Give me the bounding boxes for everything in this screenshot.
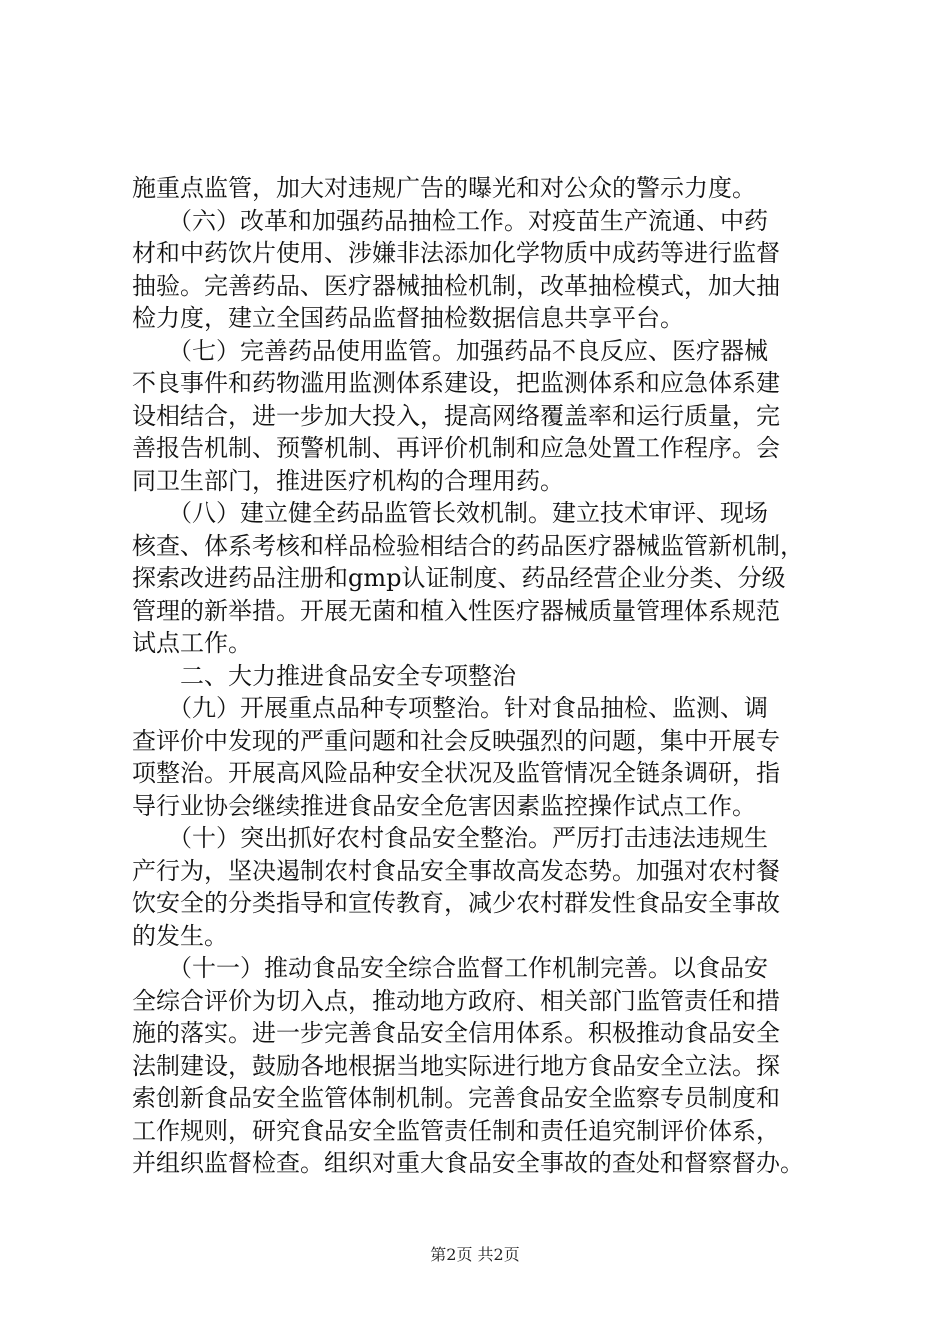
text-line: （九）开展重点品种专项整治。针对食品抽检、监测、调 xyxy=(132,694,768,722)
text-line: （十一）推动食品安全综合监督工作机制完善。以食品安 xyxy=(132,954,768,982)
text-line: 施重点监管，加大对违规广告的曝光和对公众的警示力度。 xyxy=(132,174,756,202)
text-line: （六）改革和加强药品抽检工作。对疫苗生产流通、中药 xyxy=(132,206,768,235)
text-line: 善报告机制、预警机制、再评价机制和应急处置工作程序。会 xyxy=(132,434,780,462)
text-line: 法制建设，鼓励各地根据当地实际进行地方食品安全立法。探 xyxy=(132,1051,780,1080)
document-body xyxy=(132,172,832,1180)
text-line: （八）建立健全药品监管长效机制。建立技术审评、现场 xyxy=(132,499,768,527)
text-line: 试点工作。 xyxy=(132,629,252,657)
text-line: 导行业协会继续推进食品安全危害因素监控操作试点工作。 xyxy=(132,791,756,820)
text-line: 材和中药饮片使用、涉嫌非法添加化学物质中成药等进行监督 xyxy=(132,239,780,267)
text-line: 全综合评价为切入点，推动地方政府、相关部门监管责任和措 xyxy=(132,986,780,1015)
text-line: 施的落实。进一步完善食品安全信用体系。积极推动食品安全 xyxy=(132,1019,780,1047)
text-line: 核查、体系考核和样品检验相结合的药品医疗器械监管新机制， xyxy=(132,531,804,560)
section-heading: 二、大力推进食品安全专项整治 xyxy=(132,661,516,690)
text-line: 管理的新举措。开展无菌和植入性医疗器械质量管理体系规范 xyxy=(132,596,780,625)
text-line: （十）突出抓好农村食品安全整治。严厉打击违法违规生 xyxy=(132,824,768,852)
text-line: 工作规则，研究食品安全监管责任制和责任追究制评价体系， xyxy=(132,1116,780,1145)
text-line: （七）完善药品使用监管。加强药品不良反应、医疗器械 xyxy=(132,336,768,365)
page-footer xyxy=(0,1242,950,1265)
text-line: 的发生。 xyxy=(132,921,228,950)
text-line: 不良事件和药物滥用监测体系建设，把监测体系和应急体系建 xyxy=(132,369,780,397)
page-number: 第2页 共2页 xyxy=(430,1245,520,1264)
text-line: 同卫生部门，推进医疗机构的合理用药。 xyxy=(132,466,564,495)
text-line: 并组织监督检查。组织对重大食品安全事故的查处和督察督办。 xyxy=(132,1149,804,1177)
text-line: 抽验。完善药品、医疗器械抽检机制，改革抽检模式，加大抽 xyxy=(132,271,780,300)
text-line: 设相结合，进一步加大投入，提高网络覆盖率和运行质量，完 xyxy=(132,401,780,430)
text-line: 饮安全的分类指导和宣传教育，减少农村群发性食品安全事故 xyxy=(132,889,780,917)
text-line: 索创新食品安全监管体制机制。完善食品安全监察专员制度和 xyxy=(132,1084,780,1112)
text-line: 检力度，建立全国药品监督抽检数据信息共享平台。 xyxy=(132,304,684,332)
text-line: 查评价中发现的严重问题和社会反映强烈的问题，集中开展专 xyxy=(132,726,780,755)
text-line: 产行为，坚决遏制农村食品安全事故高发态势。加强对农村餐 xyxy=(132,856,780,885)
text-line: 项整治。开展高风险品种安全状况及监管情况全链条调研，指 xyxy=(132,759,780,787)
text-line: 探索改进药品注册和gmp认证制度、药品经营企业分类、分级 xyxy=(132,564,786,592)
